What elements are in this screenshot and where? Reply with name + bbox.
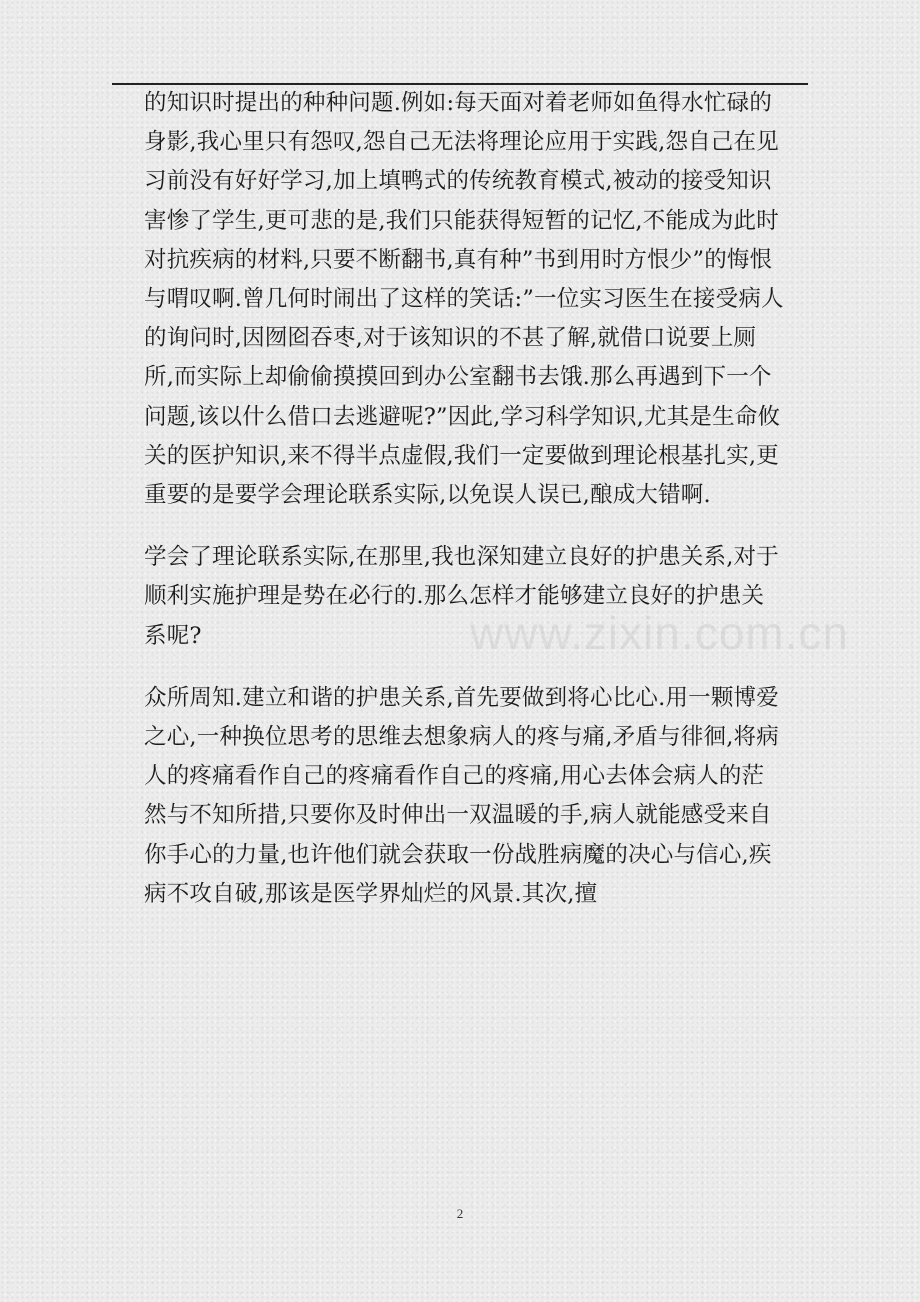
- paragraph-2: 学会了理论联系实际,在那里,我也深知建立良好的护患关系,对于顺利实施护理是势在必行的.那么怎样才能够建立良好的护患关系呢?: [144, 544, 779, 649]
- body-text: [144, 84, 784, 914]
- paragraph-1: 的知识时提出的种种问题.例如:每天面对着老师如鱼得水忙碌的身影,我心里只有怨叹,怨自己无法将理论应用于实践,怨自己在见习前没有好好学习,加上填鸭式的传统教育模式,被动的接受知识害惨了学生,更可悲的是,我们只能获得短暂的记忆,不能成为此时对抗疾病的材料,只要不断翻书,真有种”书到用时方恨少”的悔恨与喟叹啊.曾几何时闹出了这样的笑话:”一位实习医生在接受病人的询问时,因囫囵吞枣,对于该知识的不甚了解,就借口说要上厕所,而实际上却偷偷摸摸回到办公室翻书去饿.那么再遇到下一个问题,该以什么借口去逃避呢?”因此,学习科学知识,尤其是生命攸关的医护知识,来不得半点虚假,我们一定要做到理论根基扎实,更重要的是要学会理论联系实际,以免误人误已,酿成大错啊.: [144, 90, 784, 509]
- page-number: 2: [456, 1206, 464, 1221]
- watermark: www.zixin.com.cn: [470, 607, 849, 659]
- paragraph-3: 众所周知.建立和谐的护患关系,首先要做到将心比心.用一颗博爱之心,一种换位思考的思维去想象病人的疼与痛,矛盾与徘徊,将病人的疼痛看作自己的疼痛看作自己的疼痛,用心去体会病人的茫然与不知所措,只要你及时伸出一双温暖的手,病人就能感受来自你手心的力量,也许他们就会获取一份战胜病魔的决心与信心,疾病不攻自破,那该是医学界灿烂的风景.其次,擅: [144, 684, 779, 907]
